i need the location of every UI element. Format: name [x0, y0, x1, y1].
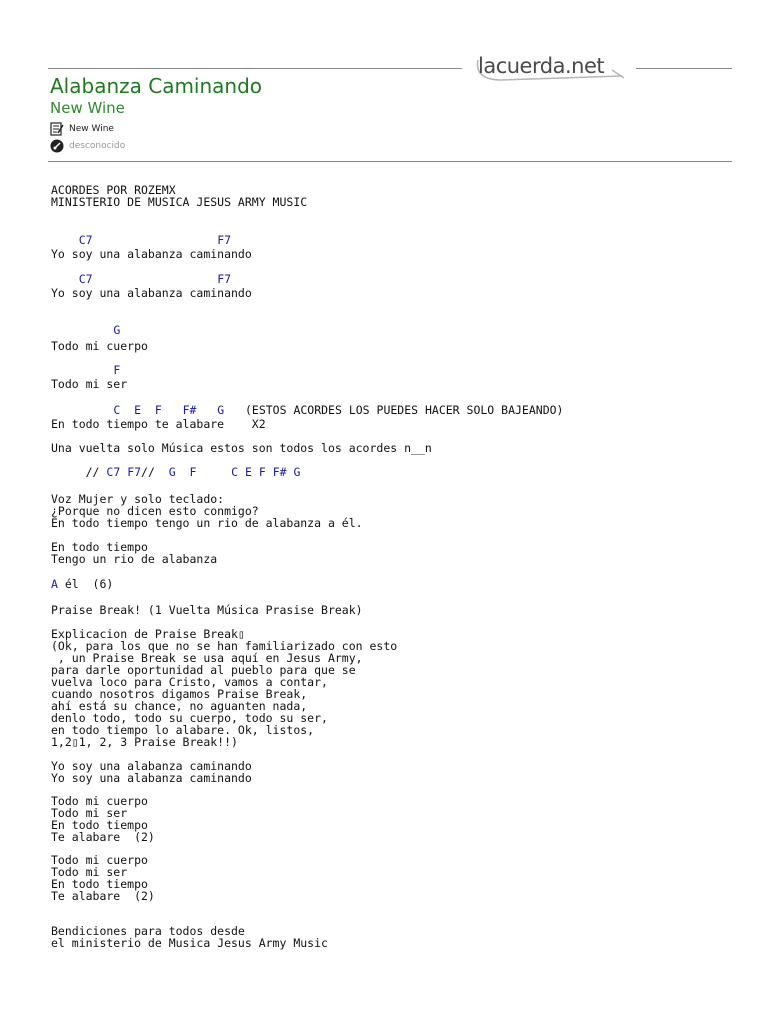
lyric-text: ¿Porque no dicen esto conmigo?	[51, 504, 259, 518]
lyric-text: (Ok, para los que no se han familiarizado con esto	[51, 639, 398, 653]
lyric-text: Voz Mujer y solo teclado:	[51, 492, 225, 506]
lyric-text	[51, 323, 113, 337]
song-line	[51, 578, 113, 590]
lyric-text: Todo mi ser	[51, 377, 128, 391]
lyric-text	[196, 465, 231, 479]
lyric-text: En todo tiempo	[51, 540, 148, 554]
lyric-text: Te alabare (2)	[51, 889, 155, 903]
lyric-text: En todo tiempo	[51, 818, 148, 832]
song-line	[51, 324, 120, 336]
lyric-text	[196, 403, 217, 417]
lyric-text: MINISTERIO DE MUSICA JESUS ARMY MUSIC	[51, 195, 308, 209]
chord[interactable]: G	[168, 465, 176, 479]
lyric-text: Yo soy una alabanza caminando	[51, 247, 252, 261]
lyric-text: 1,2▯1, 2, 3 Praise Break!!)	[51, 735, 238, 749]
author-meta	[50, 122, 114, 136]
song-line	[51, 248, 252, 260]
lyric-text	[120, 403, 134, 417]
song-line	[51, 890, 155, 902]
lyric-text: ahí está su chance, no aguanten nada,	[51, 699, 308, 713]
song-line	[51, 287, 252, 299]
lyric-text: En todo tiempo	[51, 877, 148, 891]
song-line	[51, 831, 155, 843]
lyric-text: cuando nosotros digamos Praise Break,	[51, 687, 308, 701]
song-line	[51, 418, 266, 430]
chord[interactable]: F7	[217, 272, 232, 286]
lyric-text: En todo tiempo te alabare X2	[51, 417, 266, 431]
lyric-text: denlo todo, todo su cuerpo, todo su ser,	[51, 711, 328, 725]
lyric-text: Yo soy una alabanza caminando	[51, 759, 252, 773]
chord[interactable]: C	[231, 465, 239, 479]
lyric-text	[93, 233, 218, 247]
lyric-text	[51, 403, 113, 417]
lyric-text	[141, 403, 155, 417]
chord[interactable]: C7	[78, 272, 93, 286]
chord[interactable]: F7	[127, 465, 142, 479]
song-line	[51, 378, 127, 390]
lyric-text: (ESTOS ACORDES LOS PUEDES HACER SOLO BAJEANDO)	[224, 403, 564, 417]
lyric-text: Yo soy una alabanza caminando	[51, 771, 252, 785]
tuning-label: desconocido	[69, 141, 126, 151]
lyric-text: Todo mi cuerpo	[51, 853, 148, 867]
lyric-text	[51, 233, 79, 247]
logo-text: lacuerda.net	[478, 54, 605, 78]
lyric-text	[162, 403, 183, 417]
chord[interactable]: G	[293, 465, 301, 479]
chord[interactable]: F	[258, 465, 266, 479]
song-line	[51, 517, 363, 529]
chord[interactable]: C	[113, 403, 121, 417]
song-title: Alabanza Caminando	[50, 74, 263, 98]
lyric-text	[51, 363, 113, 377]
song-line	[51, 364, 120, 376]
song-line	[51, 442, 432, 454]
tuning-fork-icon	[50, 139, 64, 153]
lyric-text: Yo soy una alabanza caminando	[51, 286, 252, 300]
lyric-text	[51, 272, 79, 286]
lyric-text: En todo tiempo tengo un rio de alabanza a él.	[51, 516, 363, 530]
lyric-text: Todo mi cuerpo	[51, 339, 148, 353]
chord[interactable]: F	[154, 403, 162, 417]
song-line	[51, 772, 252, 784]
lyric-text: Todo mi cuerpo	[51, 794, 148, 808]
lyric-text: //	[51, 465, 107, 479]
chord[interactable]: A	[51, 577, 58, 591]
header-rule-right	[636, 68, 732, 69]
lyric-text: vuelva loco para Cristo, vamos a contar,	[51, 675, 328, 689]
header-divider	[48, 161, 732, 162]
chord[interactable]: F	[113, 363, 121, 377]
lyric-text: para darle oportunidad al pueblo para que se	[51, 663, 356, 677]
tuning-meta	[50, 139, 125, 153]
header-rule-left	[48, 68, 462, 69]
chord[interactable]: F#	[272, 465, 287, 479]
notepad-icon	[50, 122, 64, 136]
song-line	[51, 736, 238, 748]
lyric-text: Explicacion de Praise Break▯	[51, 627, 245, 641]
lyric-text: //	[141, 465, 169, 479]
song-line	[51, 404, 563, 416]
chord[interactable]: C7	[106, 465, 121, 479]
author-label[interactable]: New Wine	[69, 124, 114, 134]
lyric-text: en todo tiempo lo alabare. Ok, listos,	[51, 723, 315, 737]
lyric-text: Todo mi ser	[51, 865, 128, 879]
song-line	[51, 466, 300, 478]
song-line	[51, 196, 307, 208]
chord[interactable]: C7	[78, 233, 93, 247]
lyric-text: , un Praise Break se usa aquí en Jesus Army,	[51, 651, 363, 665]
chord[interactable]: G	[217, 403, 225, 417]
chord[interactable]: F7	[217, 233, 232, 247]
chord[interactable]: F	[189, 465, 197, 479]
lyric-text: Todo mi ser	[51, 806, 128, 820]
lyric-text: Te alabare (2)	[51, 830, 155, 844]
lyric-text	[93, 272, 218, 286]
song-line	[51, 340, 148, 352]
lyric-text: el ministerio de Musica Jesus Army Music	[51, 936, 328, 950]
site-logo[interactable]	[472, 50, 632, 86]
chord[interactable]: E	[134, 403, 142, 417]
lyric-text	[176, 465, 190, 479]
lyric-text	[238, 465, 245, 479]
song-line	[51, 234, 231, 246]
song-artist[interactable]: New Wine	[50, 99, 125, 117]
chord[interactable]: G	[113, 323, 121, 337]
lyric-text: él (6)	[57, 577, 114, 591]
chord[interactable]: E	[244, 465, 252, 479]
lyric-text: Bendiciones para todos desde	[51, 924, 245, 938]
lyric-text: Una vuelta solo Música estos son todos los acordes n__n	[51, 441, 432, 455]
lyric-text	[266, 465, 273, 479]
song-line	[51, 273, 231, 285]
lyric-text	[287, 465, 294, 479]
chord[interactable]: F#	[182, 403, 197, 417]
song-line	[51, 553, 217, 565]
lyric-text: Praise Break! (1 Vuelta Música Prasise Break)	[51, 603, 363, 617]
song-line	[51, 937, 328, 949]
song-line	[51, 604, 363, 616]
lyric-text: ACORDES POR ROZEMX	[51, 183, 176, 197]
lyric-text: Tengo un rio de alabanza	[51, 552, 218, 566]
lyric-text	[252, 465, 259, 479]
